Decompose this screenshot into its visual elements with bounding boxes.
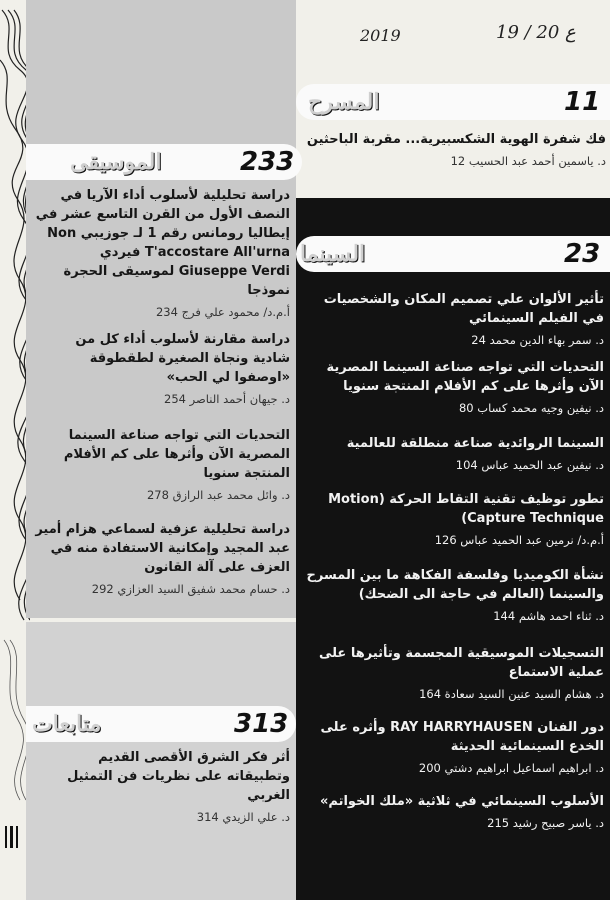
cinema-article-6 xyxy=(302,644,604,703)
article-title: تطور توظيف تقنية التقاط الحركة (Motion Capture Technique) xyxy=(328,492,604,526)
article-title: التحديات التي تواجه صناعة السينما المصرية الآن وأثرها على كم الأفلام المنتجة سنويا xyxy=(326,360,604,394)
theater-section-page: 11 xyxy=(556,84,608,120)
music-section-title: الموسيقى xyxy=(70,149,162,175)
article-title: فك شفرة الهوية الشكسبيرية... مقربة الباحثين xyxy=(306,132,606,147)
article-byline xyxy=(302,685,604,703)
article-author: د. جيهان أحمد الناصر xyxy=(189,392,290,406)
article-page: 314 xyxy=(196,810,219,824)
music-article-3 xyxy=(34,426,290,504)
article-title: تأثير الألوان علي تصميم المكان والشخصيات في الفيلم السينمائي xyxy=(323,292,604,326)
article-author: د. حسام محمد شفيق السيد العزازي xyxy=(117,582,290,596)
cinema-section-title: السينما xyxy=(300,241,366,267)
cinema-article-7 xyxy=(302,718,604,777)
article-author: د. وائل محمد عبد الرازق xyxy=(172,488,290,502)
handwritten-year: 2019 xyxy=(360,26,401,45)
music-article-2 xyxy=(34,330,290,408)
article-byline xyxy=(302,607,604,625)
article-page: 200 xyxy=(418,761,441,775)
article-author: د. نيفين عبد الحميد عباس xyxy=(481,458,604,472)
article-title: الأسلوب السينمائي في ثلاثية «ملك الخواتم» xyxy=(319,794,604,809)
article-author: د. سمر بهاء الدين محمد xyxy=(489,333,604,347)
article-byline xyxy=(34,486,290,504)
article-byline xyxy=(302,331,604,349)
article-author: د. هشام السيد عنين السيد سعادة xyxy=(444,687,604,701)
followup-article-1 xyxy=(34,748,290,826)
article-page: 104 xyxy=(455,458,478,472)
article-page: 24 xyxy=(471,333,486,347)
cinema-article-1 xyxy=(302,290,604,349)
article-page: 164 xyxy=(419,687,442,701)
article-page: 144 xyxy=(493,609,516,623)
cinema-article-2 xyxy=(302,358,604,417)
article-title: دراسة تحليلية عزفية لسماعي هزام أمير عبد المجيد وإمكانية الاستفادة منه في العزف على آلة القانون xyxy=(35,522,290,575)
article-author: أ.م.د/ محمود علي فرج xyxy=(181,305,290,319)
theater-article-1 xyxy=(300,130,606,170)
article-author: د. نيفين وجيه محمد كساب xyxy=(477,401,604,415)
article-byline xyxy=(34,808,290,826)
music-article-4 xyxy=(34,520,290,598)
article-title: دراسة مقارنة لأسلوب أداء كل من شادية ونجاة الصغيرة لطقطوقة «اوصفوا لي الحب» xyxy=(75,332,290,385)
article-title: التحديات التي تواجه صناعة السينما المصرية الآن وأثرها على كم الأفلام المنتجة سنويا xyxy=(63,428,290,481)
article-byline xyxy=(302,759,604,777)
cinema-article-3 xyxy=(302,434,604,474)
article-page: 126 xyxy=(434,533,457,547)
article-title: دور الفنان RAY HARRYHAUSEN وأثره على الخدع السينمائية الحديثة xyxy=(320,720,604,754)
article-page: 254 xyxy=(164,392,186,406)
music-section-page: 233 xyxy=(232,144,302,180)
article-title: نشأة الكوميديا وفلسفة الفكاهة ما بين المسرح والسينما (العالم في حاجة الى الضحك) xyxy=(306,568,604,602)
followups-section-title: متابعات xyxy=(32,711,102,737)
article-page: 12 xyxy=(450,154,466,168)
cinema-article-4 xyxy=(302,490,604,549)
article-byline xyxy=(34,390,290,408)
article-byline xyxy=(34,303,290,321)
article-page: 215 xyxy=(487,816,510,830)
article-byline xyxy=(302,814,604,832)
cinema-article-5 xyxy=(302,566,604,625)
article-page: 234 xyxy=(155,305,178,319)
article-byline xyxy=(302,456,604,474)
article-author: د. ياسمين أحمد عبد الحسيب xyxy=(468,154,606,168)
article-author: د. ابراهيم اسماعيل ابراهيم دشتي xyxy=(444,761,604,775)
music-article-1 xyxy=(34,186,290,321)
cinema-section-page: 23 xyxy=(556,236,608,272)
article-byline xyxy=(300,152,606,170)
article-title: التسجيلات الموسيقية المجسمة وتأثيرها على عملية الاستماع xyxy=(318,646,604,680)
article-author: أ.م.د/ نرمين عبد الحميد عباس xyxy=(460,533,604,547)
barcode-mark xyxy=(4,826,24,848)
article-page: 292 xyxy=(91,582,114,596)
followups-section-page: 313 xyxy=(226,706,296,742)
article-page: 80 xyxy=(458,401,474,415)
article-author: د. ثناء احمد هاشم xyxy=(518,609,604,623)
article-byline xyxy=(34,580,290,598)
cinema-article-8 xyxy=(302,792,604,832)
article-title: أثر فكر الشرق الأقصى القديم وتطبيقاته على نظريات فن التمثيل الغربي xyxy=(67,750,290,803)
article-title: دراسة تحليلية لأسلوب أداء الآريا في النصف الأول من القرن التاسع عشر في إيطاليا رومانس رقم 1 لـ جوزيبي Non T'accostare All'urna فيردي Giuseppe Verdi لموسيقى الحجرة نموذجا xyxy=(35,188,290,298)
article-title: السينما الروائدية صناعة منطلقة للعالمية xyxy=(346,436,604,451)
handwritten-date: ع 20 / 19 xyxy=(496,22,576,43)
article-author: د. علي الزيدي xyxy=(222,810,290,824)
theater-section-title: المسرح xyxy=(308,89,380,115)
article-page: 278 xyxy=(146,488,169,502)
article-byline xyxy=(302,531,604,549)
article-author: د. ياسر صبيح رشيد xyxy=(512,816,604,830)
article-byline xyxy=(302,399,604,417)
